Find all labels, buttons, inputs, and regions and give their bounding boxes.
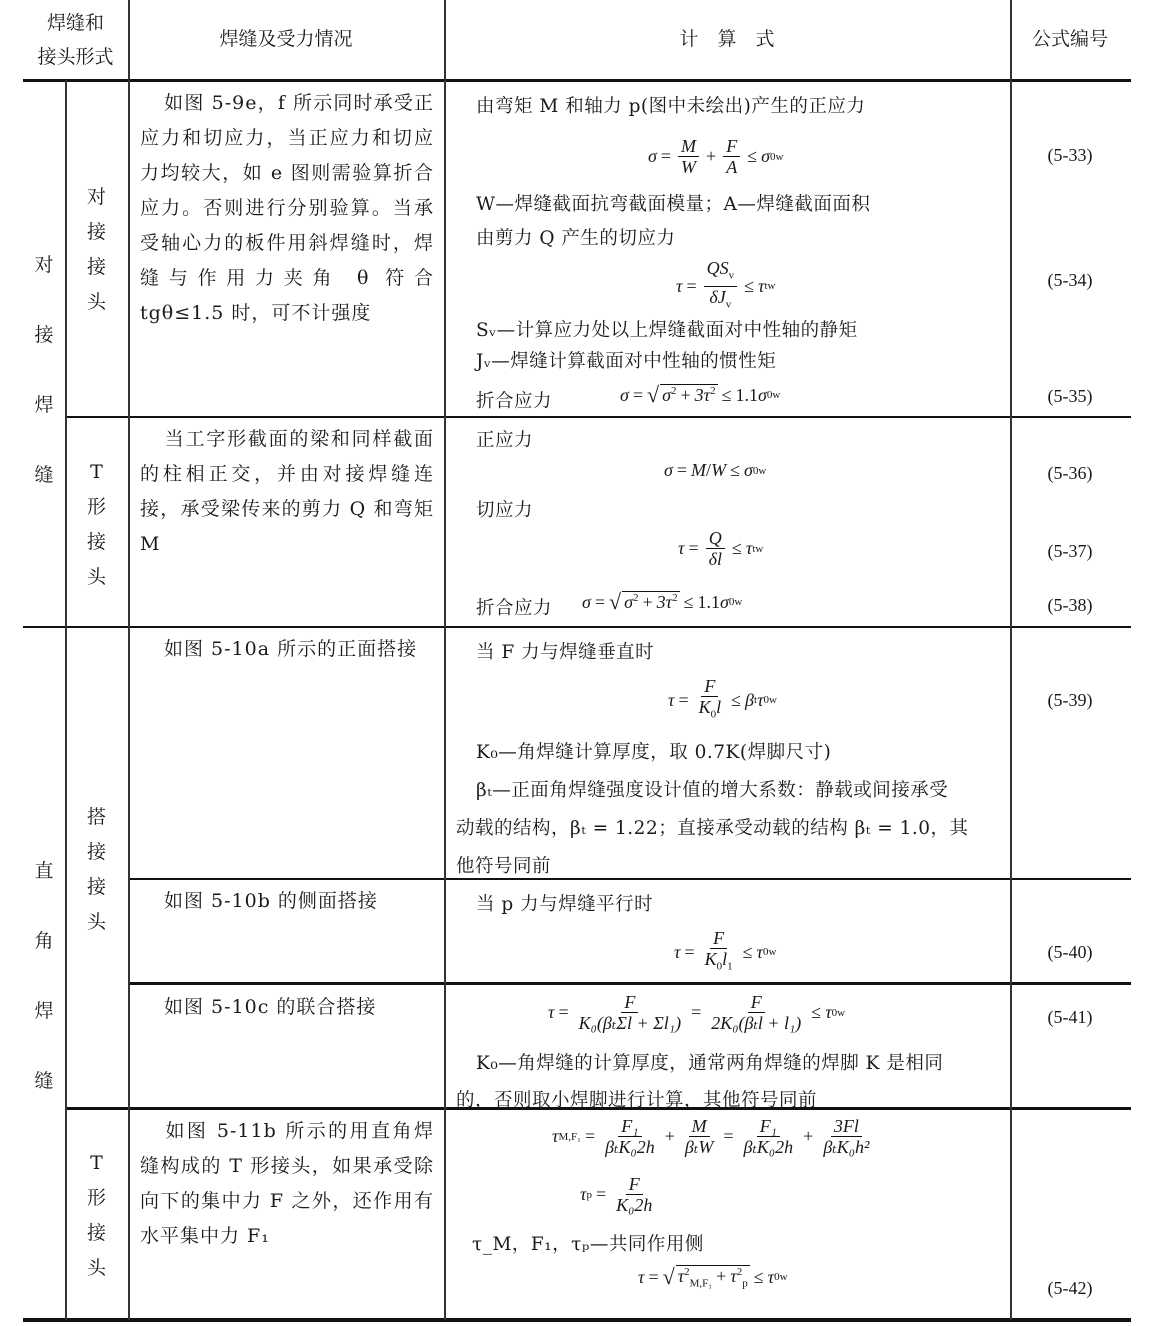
formula-def: Sᵥ—计算应力处以上焊缝截面对中性轴的静矩: [476, 320, 858, 341]
sym: 0: [763, 694, 770, 707]
col-divider: [1010, 0, 1012, 1320]
sym: +: [680, 385, 691, 405]
eq-number: (5-35): [1047, 386, 1093, 406]
sym: K: [704, 949, 717, 969]
fraction: [678, 136, 699, 177]
fraction: [682, 1116, 716, 1157]
eq-number: (5-41): [1047, 1007, 1093, 1027]
fraction: [696, 676, 725, 725]
fraction: [613, 1174, 655, 1215]
sym: 0: [831, 1006, 838, 1019]
eq-number: (5-39): [1047, 690, 1093, 710]
sym: τ: [757, 689, 764, 710]
subcategory-char: 接: [86, 876, 106, 898]
square-root: [609, 589, 680, 615]
sym: ≤: [721, 384, 732, 405]
sym: M: [691, 460, 707, 480]
col-divider: [128, 0, 130, 1320]
fraction: [576, 992, 684, 1033]
equation-5-42b: [580, 1174, 658, 1215]
description-text: 如图 5-11b 所示的用直角焊缝构成的 T 形接头，如果承受除向下的集中力 F 之外，还作用有水平集中力 F₁: [140, 1120, 434, 1247]
sym: w: [769, 694, 777, 707]
sym: σ: [743, 460, 753, 480]
sym: w: [758, 464, 767, 477]
header-joint-form-line1: 焊缝和: [46, 12, 104, 34]
sym: M,F₁: [689, 1277, 713, 1290]
numerator: F₁: [757, 1116, 780, 1137]
equation-5-42c: [638, 1264, 788, 1290]
sym: 0: [716, 960, 723, 973]
formula-def: 动载的结构，βₜ = 1.22；直接承受动载的结构 βₜ = 1.0，其: [456, 818, 969, 839]
sym: 1.1: [697, 591, 721, 612]
formula-label: 切应力: [476, 500, 534, 521]
formula-intro: 由剪力 Q 产生的切应力: [476, 228, 676, 249]
header-bottom-rule: [23, 79, 1131, 82]
sym: =: [676, 460, 688, 480]
subcategory-char: 形: [86, 1187, 106, 1209]
sym: τ: [580, 1184, 587, 1204]
row-rule: [128, 878, 1131, 880]
numerator: F: [621, 992, 638, 1013]
col-divider: [444, 0, 446, 1320]
sym: 0: [774, 1271, 780, 1283]
sym: 0: [766, 389, 773, 401]
subcategory-char: 头: [86, 566, 106, 588]
subcategory-char: T: [90, 461, 103, 483]
denominator: βₜK₀h²: [823, 1137, 870, 1157]
sym: v: [728, 269, 735, 282]
sym: 0: [710, 708, 717, 721]
fraction: [706, 528, 725, 569]
eq-number: (5-40): [1047, 942, 1093, 962]
sym: =: [691, 1002, 702, 1022]
equation-5-40: [674, 928, 776, 977]
sym: t: [752, 542, 756, 555]
sym: 2: [736, 1265, 743, 1278]
subcategory-char: 头: [86, 291, 106, 313]
subcategory-char: T: [90, 1152, 103, 1174]
sym: τ: [730, 1265, 737, 1286]
formula-intro: 当 F 力与焊缝垂直时: [476, 642, 655, 663]
sym: +: [706, 146, 717, 166]
sym: σ: [758, 384, 767, 405]
sym: τ: [676, 275, 683, 296]
sym: p: [586, 1188, 592, 1201]
sym: ≤: [753, 1266, 764, 1287]
numerator: F: [626, 1174, 643, 1195]
denominator: 2K₀(βₜl + l₁): [711, 1013, 802, 1033]
sym: +: [642, 592, 653, 612]
sym: M,F₁: [558, 1130, 581, 1143]
table-bottom-rule: [23, 1318, 1131, 1322]
sym: t: [764, 280, 768, 293]
subcategory-char: 对: [86, 186, 106, 208]
formula-def: K₀—角焊缝的计算厚度，通常两角焊缝的焊脚 K 是相同: [476, 1053, 944, 1074]
formula-def: K₀—角焊缝计算厚度，取 0.7K(焊脚尺寸): [476, 742, 832, 763]
eq-number: (5-33): [1047, 145, 1093, 165]
sym: ≤: [747, 146, 758, 166]
description-front-lap: [140, 632, 434, 667]
formula-intro: 当 p 力与焊缝平行时: [476, 894, 654, 915]
sym: ≤: [811, 1002, 822, 1022]
subcategory-t-joint: [65, 455, 128, 595]
sym: 1: [727, 960, 733, 973]
description-text: 如图 5-10a 所示的正面搭接: [164, 638, 418, 660]
sym: =: [688, 538, 699, 558]
denominator: [706, 287, 734, 315]
sym: W: [711, 460, 727, 480]
sym: 2: [710, 385, 716, 397]
sym: τ: [677, 1265, 685, 1286]
sym: σ: [648, 146, 657, 166]
subcategory-char: 头: [86, 1257, 106, 1279]
category-char: 接: [34, 324, 54, 346]
sym: +: [716, 1265, 727, 1286]
subcategory-butt-joint: [65, 180, 128, 320]
description-butt-joint: [140, 86, 434, 331]
sym: +: [803, 1126, 814, 1146]
sym: 2: [684, 1265, 690, 1278]
equation-5-33: [648, 136, 783, 177]
formula-label: 折合应力: [476, 598, 553, 619]
equation-5-39: [668, 676, 777, 725]
formula-def: 他符号同前: [456, 856, 552, 877]
sym: 1.1: [735, 384, 759, 405]
sym: τ: [638, 1266, 645, 1287]
sym: ≤: [742, 941, 753, 962]
category-char: 焊: [34, 394, 54, 416]
category-char: 焊: [34, 1000, 54, 1022]
sym: σ: [664, 460, 673, 480]
denominator: [696, 697, 725, 725]
sym: τ: [767, 1266, 775, 1287]
denominator: βₜK₀2h: [605, 1137, 655, 1157]
sym: =: [684, 941, 695, 962]
sym: w: [767, 280, 776, 293]
sym: τ: [758, 275, 765, 296]
denominator: [702, 949, 736, 977]
sym: ≤: [744, 275, 754, 296]
equation-5-37: [678, 528, 763, 569]
sym: 0: [769, 150, 776, 163]
category-char: 缝: [34, 1070, 54, 1092]
radicand: [676, 1265, 750, 1290]
subcategory-char: 接: [86, 841, 106, 863]
header-eq-number: 公式编号: [1031, 28, 1108, 50]
numerator: F: [723, 136, 740, 157]
description-side-lap: [140, 884, 434, 919]
fraction: [602, 1116, 658, 1157]
fraction: [708, 992, 804, 1033]
sym: p: [742, 1277, 748, 1290]
header-weld-load: 焊缝及受力情况: [219, 28, 353, 50]
sym: 3τ: [694, 385, 711, 405]
formula-label: 折合应力: [476, 391, 553, 412]
sym: σ: [761, 146, 770, 166]
subcategory-lap-joint: [65, 800, 128, 940]
row-rule: [65, 416, 1131, 418]
subcategory-char: 形: [86, 496, 106, 518]
subcategory-char: 接: [86, 221, 106, 243]
fraction: [702, 928, 736, 977]
category-char: 角: [34, 930, 54, 952]
numerator: F: [701, 676, 718, 697]
equation-5-36: σ = M / W ≤ σ 0 w: [664, 460, 767, 480]
sym: =: [678, 689, 689, 710]
eq-number: (5-42): [1047, 1278, 1093, 1298]
sym: δJ: [709, 286, 726, 307]
radical-sign: √: [609, 589, 622, 614]
sym: 3τ: [656, 592, 673, 612]
sym: =: [686, 275, 697, 296]
description-text: 当工字形截面的梁和同样截面的柱相正交，并由对接焊缝连接，承受梁传来的剪力 Q 和弯矩 M: [140, 428, 434, 555]
sym: 0: [752, 464, 759, 477]
numerator: M: [678, 136, 699, 157]
radical-sign: √: [647, 382, 660, 407]
subcategory-char: 搭: [86, 806, 106, 828]
sym: ≤: [683, 591, 694, 612]
subcategory-char: 接: [86, 531, 106, 553]
denominator: W: [681, 157, 697, 177]
sym: v: [725, 298, 732, 311]
sym: =: [632, 384, 644, 405]
sym: +: [664, 1126, 675, 1146]
fraction: [723, 136, 740, 177]
sym: w: [734, 596, 743, 608]
sym: w: [768, 946, 777, 959]
description-text: 如图 5-10c 的联合搭接: [164, 996, 377, 1018]
sym: τ: [745, 538, 753, 558]
formula-def: βₜ—正面角焊缝强度设计值的增大系数：静载或间接承受: [476, 780, 949, 801]
header-joint-form-line2: 接头形式: [37, 46, 114, 68]
formula-intro: 由弯矩 M 和轴力 p(图中未绘出)产生的正应力: [476, 96, 866, 117]
sym: 0: [728, 596, 735, 608]
sym: σ: [720, 591, 729, 612]
numerator: Q: [706, 528, 725, 549]
sym: σ: [624, 592, 634, 612]
category-char: 直: [34, 860, 54, 882]
sym: =: [594, 591, 606, 612]
sym: β: [745, 689, 754, 710]
eq-number: (5-36): [1047, 463, 1093, 483]
sym: w: [755, 542, 764, 555]
sym: τ: [678, 538, 685, 558]
sym: 2: [633, 592, 639, 604]
sym: w: [772, 389, 781, 401]
subcategory-char: 接: [86, 256, 106, 278]
description-t-joint-butt: [140, 422, 434, 562]
formula-def: τ_M，F₁，τₚ—共同作用侧: [472, 1234, 704, 1255]
denominator: βₜK₀2h: [743, 1137, 794, 1157]
formula-label: 正应力: [476, 430, 534, 451]
group-rule: [23, 626, 1131, 628]
numerator: M: [689, 1116, 710, 1137]
sym: σ: [582, 591, 591, 612]
sym: =: [558, 1002, 569, 1022]
numerator: [704, 258, 738, 287]
sym: w: [775, 150, 784, 163]
equation-5-34: [676, 258, 775, 314]
sym: τ: [668, 689, 675, 710]
numerator: 3Fl: [831, 1116, 862, 1137]
sym: w: [837, 1006, 846, 1019]
equation-5-38: [582, 589, 742, 615]
numerator: F: [710, 928, 727, 949]
sym: K: [698, 697, 711, 717]
eq-number: (5-38): [1047, 595, 1093, 615]
description-text: 如图 5-10b 的侧面搭接: [164, 890, 378, 912]
sym: τ: [674, 941, 681, 962]
subcategory-char: 接: [86, 1222, 106, 1244]
sym: 0: [762, 946, 769, 959]
sym: ≤: [730, 460, 740, 480]
sym: ≤: [731, 689, 742, 710]
formula-def: 的，否则取小焊脚进行计算，其他符号同前: [456, 1090, 818, 1111]
sym: τ: [825, 1002, 832, 1022]
row-rule: [128, 982, 1131, 985]
formula-def: W—焊缝截面抗弯截面模量；A—焊缝截面面积: [476, 194, 871, 215]
fraction: [704, 258, 738, 314]
equation-5-35: [620, 382, 780, 408]
radicand: [660, 384, 718, 406]
category-fillet-weld: [23, 836, 65, 1116]
radicand: [622, 591, 680, 613]
category-butt-weld: [23, 230, 65, 510]
radical-sign: √: [662, 1264, 675, 1289]
numerator: F: [748, 992, 765, 1013]
description-combined-lap: [140, 990, 434, 1025]
denominator: K₀(βₜΣl + Σl₁): [578, 1013, 682, 1033]
description-t-joint-fillet: [140, 1114, 434, 1254]
sym: τ: [552, 1126, 559, 1146]
numerator: F₁: [618, 1116, 641, 1137]
sym: =: [648, 1266, 659, 1287]
sym: =: [723, 1126, 734, 1146]
category-char: 对: [34, 254, 54, 276]
square-root: [647, 382, 718, 408]
sym: τ: [548, 1002, 555, 1022]
denominator: βₜW: [684, 1137, 714, 1157]
header-joint-form: [23, 6, 128, 74]
sym: w: [779, 1271, 788, 1283]
sym: =: [660, 146, 672, 166]
sym: t: [754, 694, 758, 707]
fraction: [820, 1116, 872, 1157]
fraction: [740, 1116, 796, 1157]
sym: =: [584, 1126, 596, 1146]
denominator: δl: [708, 549, 722, 569]
subcategory-char: 头: [86, 911, 106, 933]
denominator: A: [726, 157, 738, 177]
category-char: 缝: [34, 464, 54, 486]
sym: σ: [620, 384, 629, 405]
sym: σ: [662, 385, 672, 405]
sym: l: [716, 697, 722, 717]
header-formula: 计 算 式: [679, 28, 775, 50]
sym: =: [595, 1184, 607, 1204]
sym: τ: [756, 941, 763, 962]
description-text: 如图 5-9e，f 所示同时承受正应力和切应力，当正应力和切应力均较大，如 e 图则需验算折合应力。否则进行分别验算。当承受轴心力的板件用斜焊缝时，焊缝与作用力夹角 θ 符合 tgθ≤1.5 时，可不计强度: [140, 92, 434, 324]
eq-number: (5-37): [1047, 541, 1093, 561]
sym: 2: [672, 592, 678, 604]
sym: QS: [706, 258, 729, 278]
sym: l: [722, 949, 728, 969]
subcategory-t-joint-fillet: [65, 1146, 128, 1286]
equation-5-41: [548, 992, 845, 1033]
denominator: K₀2h: [616, 1195, 653, 1215]
sym: ≤: [731, 538, 742, 558]
equation-5-42a: [552, 1116, 875, 1157]
square-root: [663, 1264, 750, 1290]
sym: 2: [671, 385, 677, 397]
formula-def: Jᵥ—焊缝计算截面对中性轴的惯性矩: [476, 351, 777, 372]
eq-number: (5-34): [1047, 270, 1093, 290]
